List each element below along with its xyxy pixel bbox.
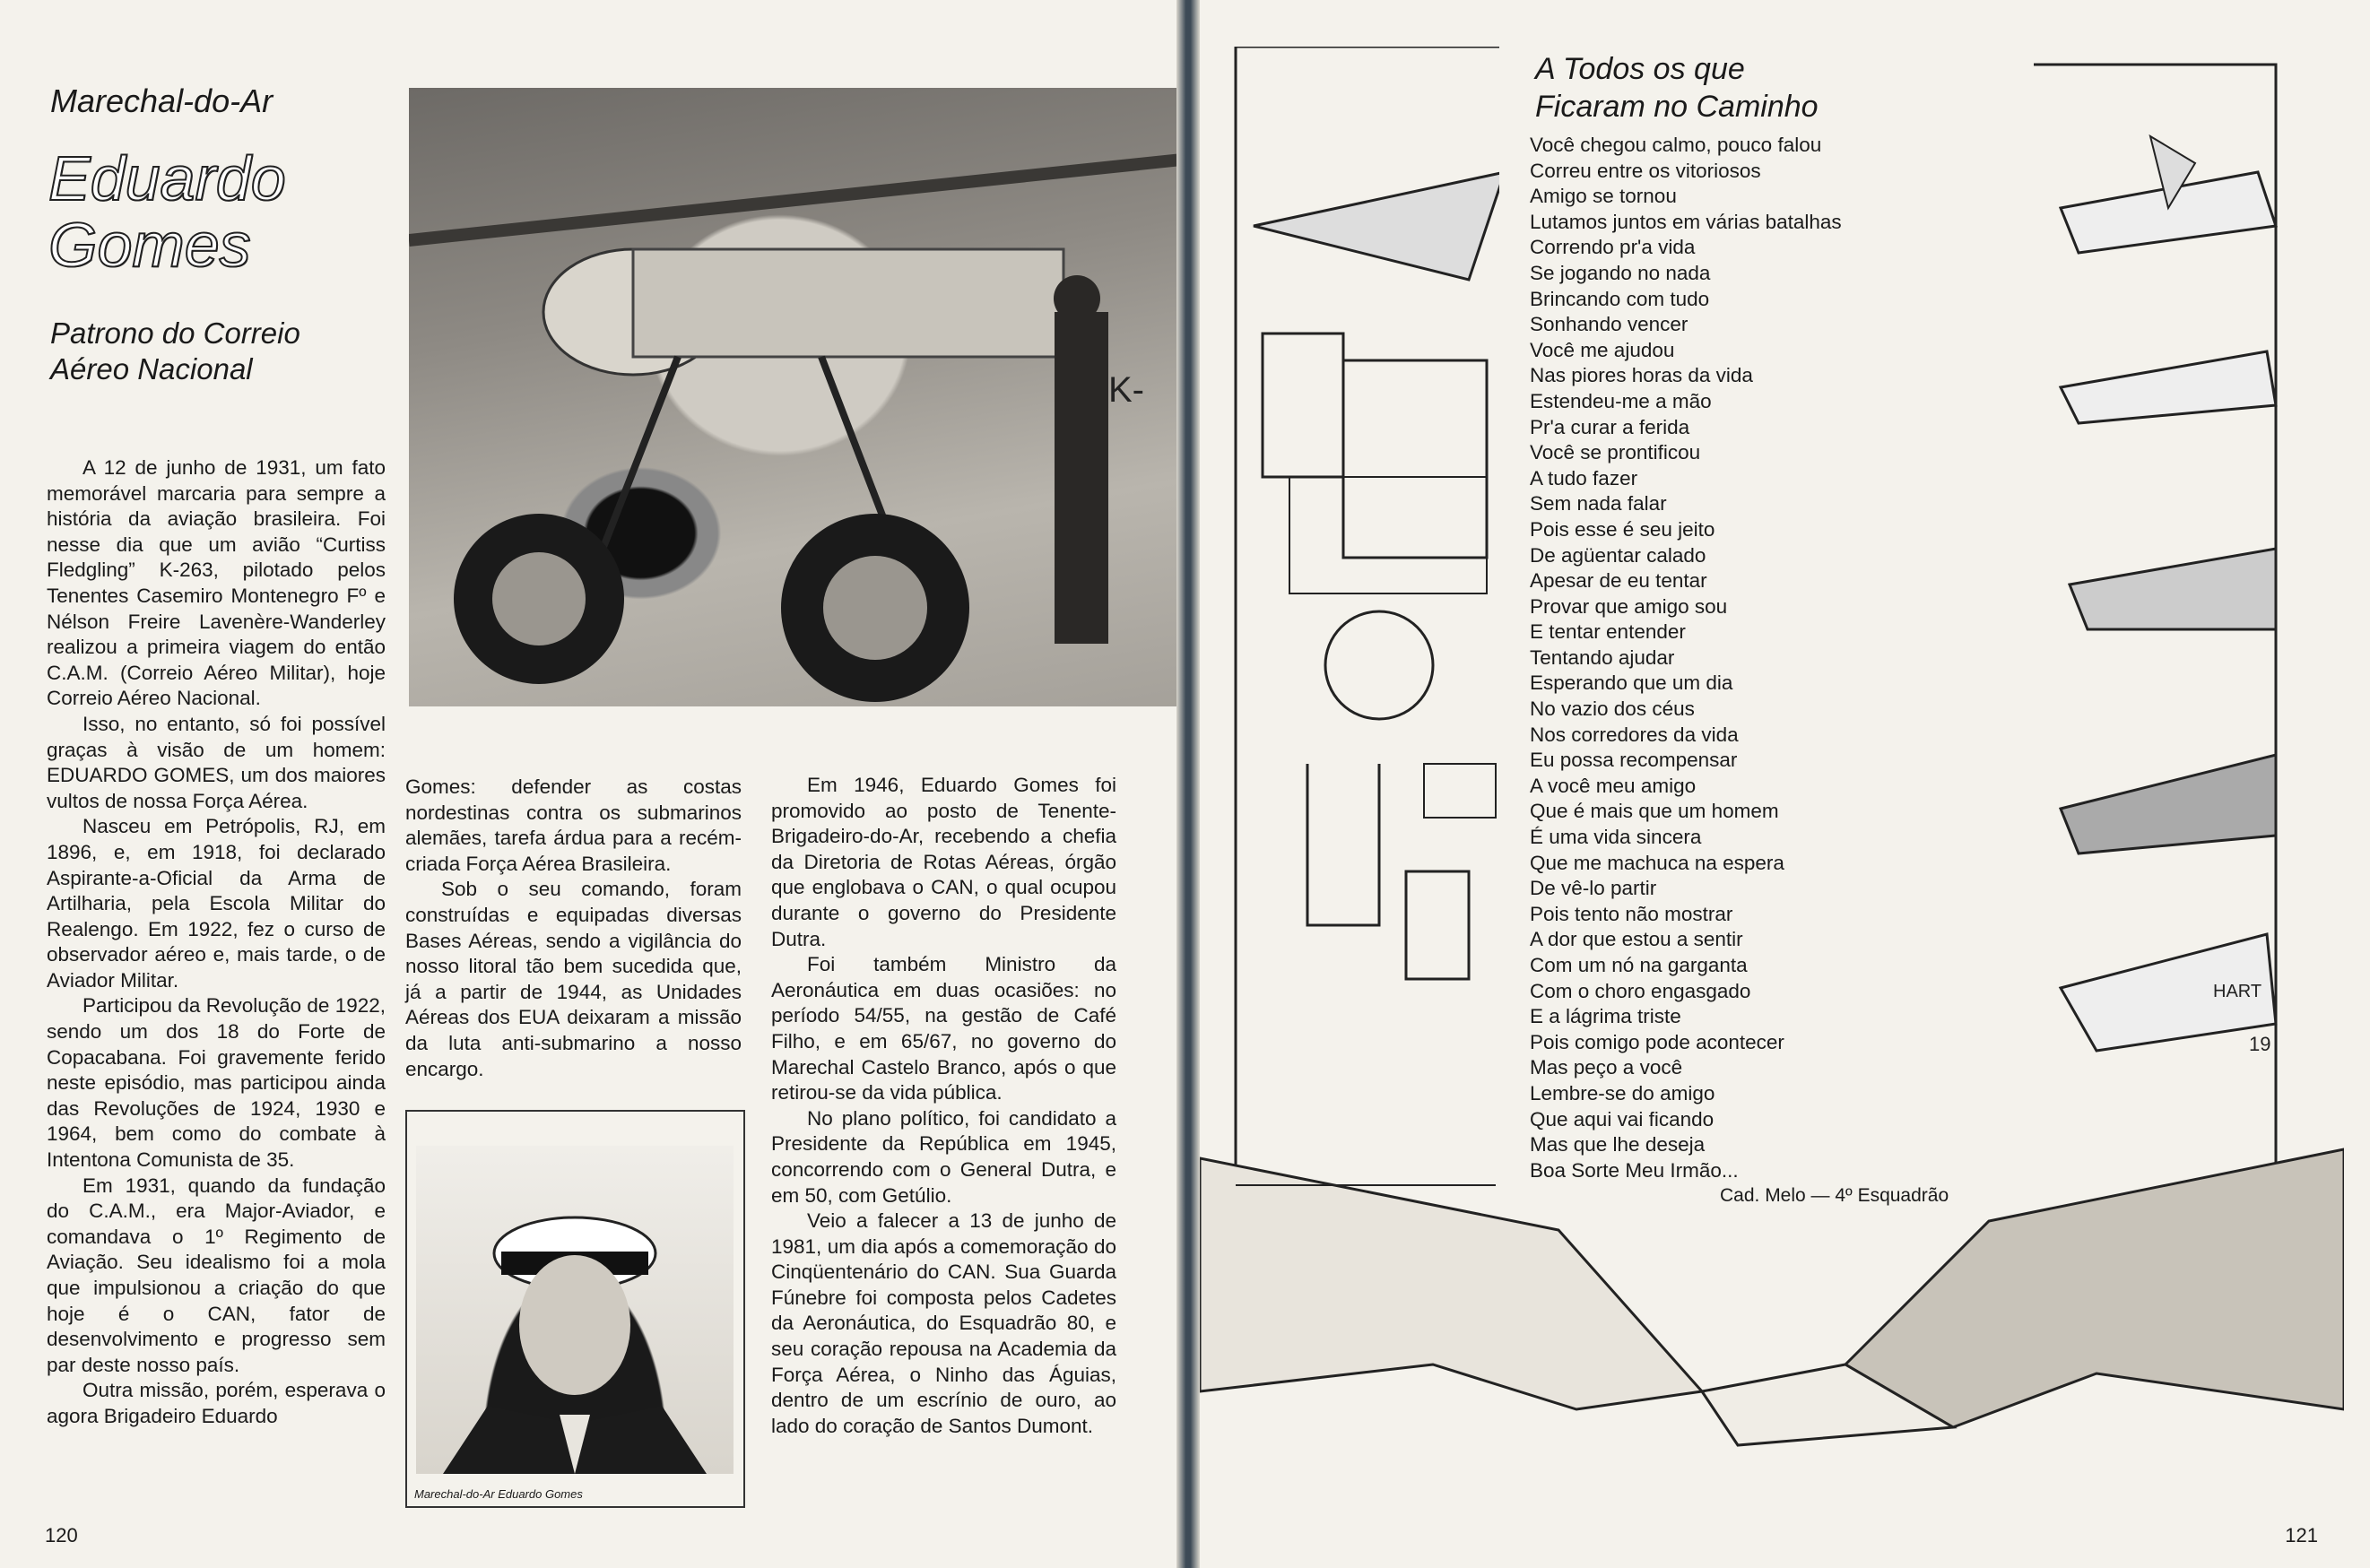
poem-line: Brincando com tudo — [1530, 287, 1710, 310]
poem-line: Nas piores horas da vida — [1530, 364, 1753, 387]
poem-line: Lutamos juntos em várias batalhas — [1530, 210, 1842, 233]
left-page — [0, 0, 1176, 1568]
poem-line: Pois esse é seu jeito — [1530, 517, 1715, 541]
paragraph: Em 1931, quando da fundação do C.A.M., era Major-Aviador, e comandava o 1º Regimento de Aviação. Seu idealismo foi a mola que impulsionou a criação do que hoje é o CAN, fator de desenvolvimento e progresso sem par deste nosso país. — [47, 1174, 386, 1376]
poem-line: Que aqui vai ficando — [1530, 1107, 1715, 1131]
paragraph: Outra missão, porém, esperava o agora Brigadeiro Eduardo — [47, 1379, 386, 1427]
poem-line: Nos corredores da vida — [1530, 723, 1739, 746]
paragraph: Isso, no entanto, só foi possível graças à visão de um homem: EDUARDO GOMES, um dos maiores vultos de nossa Força Aérea. — [47, 712, 386, 812]
poem-text — [1530, 133, 2032, 1183]
poem-line: Tentando ajudar — [1530, 645, 1675, 669]
portrait-illustration — [416, 1146, 734, 1474]
paragraph: Gomes: defender as costas nordestinas contra os submarinos alemães, tarefa árdua para a recém-criada Força Aérea Brasileira. — [405, 775, 742, 875]
page-number-left: 120 — [45, 1524, 78, 1546]
poem-line: Correndo pr'a vida — [1530, 236, 1696, 259]
paragraph: Em 1946, Eduardo Gomes foi promovido ao posto de Tenente-Brigadeiro-do-Ar, recebendo a chefia da Diretoria de Rotas Aéreas, órgão que englobava o CAN, o qual ocupou durante o governo do Presidente Dutra. — [771, 774, 1116, 950]
photo-marking: K- — [1108, 370, 1144, 410]
poem-line: Pois comigo pode acontecer — [1530, 1030, 1784, 1053]
poem-line: No vazio dos céus — [1530, 697, 1695, 721]
poem-title-line-1: A Todos os que — [1535, 52, 1745, 86]
portrait-photo — [416, 1146, 734, 1474]
poem-line: Correu entre os vitoriosos — [1530, 159, 1761, 182]
page-number-right: 121 — [2285, 1524, 2318, 1546]
artist-signature: HART — [2213, 982, 2262, 1001]
title-line-2: Gomes — [48, 210, 251, 280]
poem-line: Você me ajudou — [1530, 338, 1675, 361]
poem-line: Eu possa recompensar — [1530, 749, 1738, 772]
poem-line: Lembre-se do amigo — [1530, 1081, 1715, 1105]
poem-title-line-2: Ficaram no Caminho — [1535, 90, 1819, 124]
text-column-3 — [771, 773, 1116, 1439]
biplane-photo — [409, 88, 1176, 706]
poem-line: Estendeu-me a mão — [1530, 389, 1712, 412]
poem-line: Você chegou calmo, pouco falou — [1530, 134, 1822, 156]
article-title — [48, 145, 286, 278]
paragraph: No plano político, foi candidato a Presidente da República em 1945, concorrendo com o General Dutra, e em 50, com Getúlio. — [771, 1106, 1116, 1207]
paragraph: Sob o seu comando, foram construídas e equipadas diversas Bases Aéreas, sendo a vigilância do nosso litoral tão bem sucedida que, já a partir de 1944, as Unidades Aéreas dos EUA deixaram a missão da luta anti-submarino a nosso encargo. — [405, 878, 742, 1080]
subtitle-line-1: Patrono do Correio — [50, 316, 300, 350]
paragraph: Foi também Ministro da Aeronáutica em duas ocasiões: no período 54/55, na gestão de Café Filho, e em 65/67, no governo do Marechal Castelo Branco, após o que retirou-se da vida pública. — [771, 953, 1116, 1105]
poem-line: Boa Sorte Meu Irmão... — [1530, 1158, 1739, 1182]
poem-line: É uma vida sincera — [1530, 826, 1702, 849]
poem-line: E a lágrima triste — [1530, 1005, 1681, 1028]
poem-line: E tentar entender — [1530, 620, 1686, 644]
paragraph: Participou da Revolução de 1922, sendo um dos 18 do Forte de Copacabana. Foi gravemente ferido neste episódio, mas participou ainda das Revoluções de 1924, 1930 e 1964, bem como do combate à Intentona Comunista de 35. — [47, 994, 386, 1172]
right-page — [1200, 0, 2370, 1568]
biplane-illustration — [409, 88, 1176, 706]
poem-line: Sonhando vencer — [1530, 313, 1689, 336]
poem-line: Se jogando no nada — [1530, 261, 1711, 284]
book-gutter — [1176, 0, 1200, 1568]
article-subtitle — [50, 316, 373, 387]
portrait-figure — [405, 1110, 745, 1508]
poem-line: Provar que amigo sou — [1530, 594, 1728, 618]
poem-line: De vê-lo partir — [1530, 877, 1657, 900]
poem-line: Você se prontificou — [1530, 441, 1701, 464]
poem-line: Mas peço a você — [1530, 1056, 1683, 1079]
poem-line: Amigo se tornou — [1530, 185, 1677, 208]
plane-number: 19 — [2249, 1033, 2271, 1055]
poem-line: A dor que estou a sentir — [1530, 928, 1743, 951]
text-column-1 — [47, 455, 386, 1430]
poem-line: Pr'a curar a ferida — [1530, 415, 1690, 438]
poem-line: Que me machuca na espera — [1530, 851, 1784, 874]
poem-line: Apesar de eu tentar — [1530, 569, 1707, 593]
poem-line: Com o choro engasgado — [1530, 979, 1751, 1002]
poem-line: Sem nada falar — [1530, 492, 1667, 515]
paragraph: A 12 de junho de 1931, um fato memorável marcaria para sempre a história da aviação brasileira. Foi nesse dia que um avião “Curtiss Fledgling” K-263, pilotado pelos Tenentes Casemiro Montenegro Fº e Nélson Freire Lavenère-Wanderley realizou a primeira viagem do então C.A.M. (Correio Aéreo Militar), hoje Correio Aéreo Nacional. — [47, 456, 386, 710]
paragraph: Veio a falecer a 13 de junho de 1981, um dia após a comemoração do Cinqüentenário do CAN. Sua Guarda Fúnebre foi composta pelos Cadetes da Aeronáutica, do Esquadrão 80, e seu coração repousa na Academia da Força Aérea, o Ninho das Águias, dentro de um escrínio de ouro, ao lado do coração de Santos Dumont. — [771, 1209, 1116, 1437]
poem-line: De agüentar calado — [1530, 543, 1706, 567]
poem-line: Com um nó na garganta — [1530, 954, 1748, 976]
text-column-2 — [405, 775, 742, 1082]
poem-signature: Cad. Melo — 4º Esquadrão — [1720, 1185, 1949, 1206]
poem-line: A você meu amigo — [1530, 774, 1697, 797]
poem-line: Esperando que um dia — [1530, 671, 1733, 695]
poem-line: Mas que lhe deseja — [1530, 1133, 1706, 1157]
title-line-1: Eduardo — [48, 143, 286, 213]
poem-line: Pois tento não mostrar — [1530, 902, 1733, 925]
poem-title — [1535, 50, 1912, 126]
pre-title: Marechal-do-Ar — [50, 82, 273, 119]
poem-line: A tudo fazer — [1530, 466, 1638, 489]
paragraph: Nasceu em Petrópolis, RJ, em 1896, e, em 1918, foi declarado Aspirante-a-Oficial da Arma de Artilharia, pela Escola Militar do Realengo. Em 1922, fez o curso de observador aéreo e, mais tarde, o de Aviador Militar. — [47, 815, 386, 992]
poem-line: Que é mais que um homem — [1530, 800, 1779, 823]
portrait-caption: Marechal-do-Ar Eduardo Gomes — [414, 1487, 583, 1501]
subtitle-line-2: Aéreo Nacional — [50, 352, 253, 386]
